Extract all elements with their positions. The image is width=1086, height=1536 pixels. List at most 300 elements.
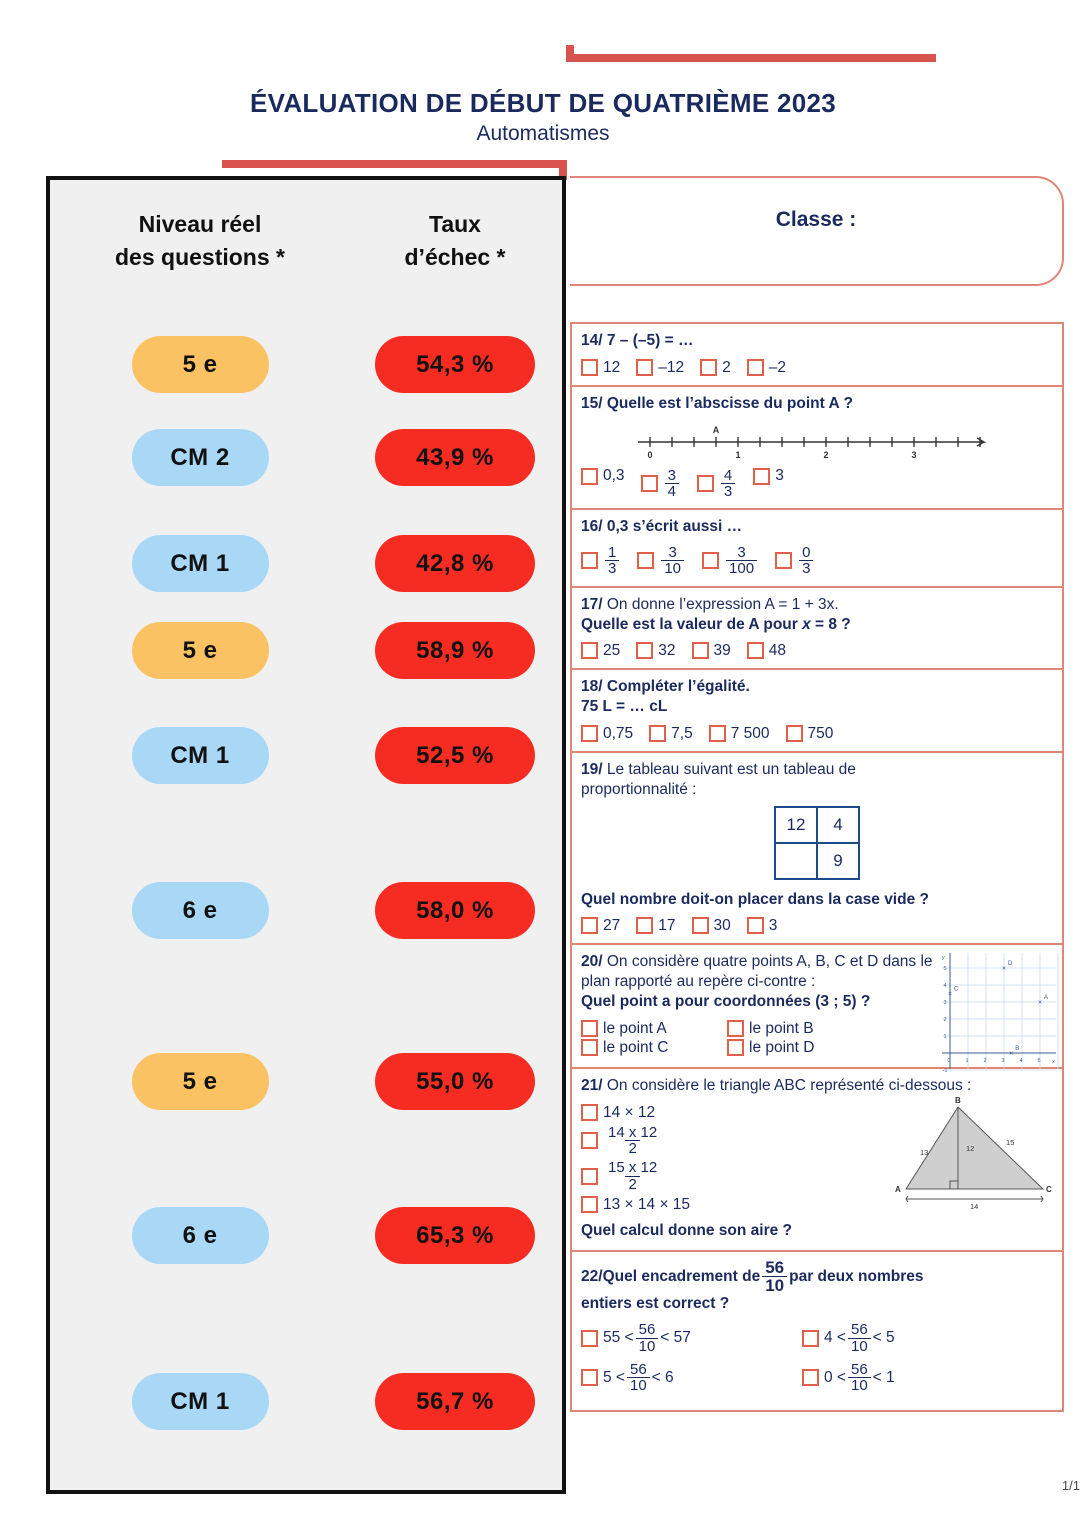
answer-option[interactable] xyxy=(581,1020,711,1037)
answer-checkbox[interactable] xyxy=(581,1104,598,1121)
fraction-denominator: 3 xyxy=(799,560,813,576)
table-cell: 12 xyxy=(775,807,817,843)
answer-option[interactable] xyxy=(581,1196,721,1213)
fraction xyxy=(848,1322,871,1354)
answer-checkbox[interactable] xyxy=(636,359,653,376)
answer-option[interactable] xyxy=(581,1322,786,1354)
answer-option[interactable] xyxy=(692,917,731,934)
svg-text:A: A xyxy=(895,1184,901,1194)
option-label: 17 xyxy=(658,917,676,935)
option-label: –2 xyxy=(768,358,786,376)
svg-text:B: B xyxy=(955,1095,961,1105)
option-label: 5 < xyxy=(603,1368,625,1386)
fraction-denominator: 10 xyxy=(848,1338,871,1354)
answer-checkbox[interactable] xyxy=(581,725,598,742)
failure-rate-pill: 52,5 % xyxy=(375,727,535,784)
answer-options xyxy=(581,1322,1053,1401)
fraction xyxy=(605,1160,660,1192)
fraction-denominator: 10 xyxy=(627,1377,650,1393)
variable-x: x xyxy=(802,615,811,633)
fraction-numerator: 0 xyxy=(802,544,811,562)
question-text: On donne l’expression A = 1 + 3x. xyxy=(602,595,839,613)
fraction xyxy=(636,1322,659,1354)
answer-checkbox[interactable] xyxy=(753,468,770,485)
column-header-level: Niveau réel des questions * xyxy=(115,211,285,271)
option-label: le point C xyxy=(603,1038,669,1056)
second-accent-bar xyxy=(222,160,567,168)
svg-text:12: 12 xyxy=(966,1143,975,1153)
answer-option[interactable] xyxy=(581,545,621,577)
answer-checkbox[interactable] xyxy=(700,359,717,376)
question-number: 16/ xyxy=(581,518,603,536)
fraction-denominator: 10 xyxy=(848,1377,871,1393)
answer-checkbox[interactable] xyxy=(709,725,726,742)
level-pill: CM 1 xyxy=(132,1373,269,1430)
fraction-denominator: 4 xyxy=(665,483,679,499)
levels-row xyxy=(50,1207,562,1264)
svg-text:4: 4 xyxy=(943,983,947,990)
fraction xyxy=(762,1259,787,1295)
fraction xyxy=(848,1362,871,1394)
option-label: 25 xyxy=(603,642,621,660)
answer-option[interactable] xyxy=(775,545,815,577)
svg-text:x: x xyxy=(1052,1059,1055,1066)
answer-option[interactable] xyxy=(727,1039,857,1056)
question-text: Quelle est l’abscisse du point A ? xyxy=(602,394,853,412)
question-stem-line2: Quel point a pour coordonnées (3 ; 5) ? xyxy=(581,993,871,1011)
level-pill: 5 e xyxy=(132,1053,269,1110)
rate-cell xyxy=(350,622,560,679)
answer-option[interactable] xyxy=(753,468,784,485)
answer-options xyxy=(581,1020,911,1058)
option-label: le point D xyxy=(749,1038,815,1056)
question-number: 19/ xyxy=(581,760,603,778)
coordinate-plane-diagram xyxy=(934,947,1062,1075)
option-label: le point B xyxy=(749,1019,814,1037)
question-stem-line2: Quel nombre doit-on placer dans la case vide ? xyxy=(581,890,929,908)
question-text: Quel encadrement de xyxy=(602,1267,761,1285)
answer-checkbox[interactable] xyxy=(581,1196,598,1213)
answer-option[interactable] xyxy=(802,1322,1007,1354)
option-label: < 5 xyxy=(872,1329,895,1347)
answer-checkbox[interactable] xyxy=(641,475,658,492)
svg-text:3: 3 xyxy=(943,1000,947,1007)
answer-option[interactable] xyxy=(702,545,759,577)
level-cell xyxy=(50,429,350,486)
answer-checkbox[interactable] xyxy=(581,1168,598,1185)
levels-row xyxy=(50,882,562,939)
question-text: Le tableau suivant est un tableau de xyxy=(602,760,856,778)
failure-rate-pill: 43,9 % xyxy=(375,429,535,486)
answer-option[interactable] xyxy=(636,917,675,934)
option-label: 0,3 xyxy=(603,467,625,485)
question-block xyxy=(572,1069,1062,1252)
answer-checkbox[interactable] xyxy=(581,1132,598,1149)
level-cell xyxy=(50,622,350,679)
option-label: 7,5 xyxy=(671,724,693,742)
answer-option[interactable] xyxy=(581,1362,786,1394)
answer-checkbox[interactable] xyxy=(692,917,709,934)
answer-option[interactable] xyxy=(636,359,684,376)
svg-text:13: 13 xyxy=(920,1147,929,1157)
option-label: 13 × 14 × 15 xyxy=(603,1195,691,1213)
answer-option[interactable] xyxy=(747,642,786,659)
failure-rate-pill: 58,9 % xyxy=(375,622,535,679)
table-cell: 4 xyxy=(817,807,859,843)
question-block xyxy=(572,945,1062,1075)
table-row xyxy=(775,843,859,879)
question-number: 17/ xyxy=(581,595,603,613)
levels-row xyxy=(50,429,562,486)
question-text: 7 – (–5) = … xyxy=(602,332,694,349)
fraction-numerator: 56 xyxy=(638,1321,656,1339)
svg-text:-1: -1 xyxy=(942,1068,948,1075)
number-line-diagram xyxy=(632,420,1002,460)
levels-row xyxy=(50,622,562,679)
svg-text:C: C xyxy=(954,986,959,993)
svg-text:×: × xyxy=(947,991,953,999)
option-label: 39 xyxy=(713,642,731,660)
failure-rate-pill: 54,3 % xyxy=(375,336,535,393)
answer-checkbox[interactable] xyxy=(581,917,598,934)
question-block xyxy=(572,670,1062,753)
level-cell xyxy=(50,1207,350,1264)
fraction-numerator: 56 xyxy=(765,1257,785,1277)
question-stem xyxy=(581,677,1053,697)
option-label: 30 xyxy=(713,917,731,935)
svg-text:0: 0 xyxy=(647,449,653,460)
fraction xyxy=(726,545,757,577)
table-row xyxy=(775,807,859,843)
triangle-diagram xyxy=(888,1093,1060,1211)
svg-text:4: 4 xyxy=(1019,1058,1023,1065)
table-cell: 9 xyxy=(817,843,859,879)
top-accent-bar xyxy=(566,54,936,62)
question-stem-line2: 75 L = … cL xyxy=(581,698,668,716)
answer-option[interactable] xyxy=(709,725,770,742)
proportionality-table xyxy=(774,806,860,880)
question-number: 18/ xyxy=(581,678,603,696)
question-number: 22/ xyxy=(581,1267,603,1285)
svg-text:y: y xyxy=(942,955,945,962)
question-block xyxy=(572,753,1062,945)
answer-checkbox[interactable] xyxy=(802,1369,819,1386)
answer-options xyxy=(581,468,1053,500)
answer-checkbox[interactable] xyxy=(775,552,792,569)
level-cell xyxy=(50,727,350,784)
option-label: < 57 xyxy=(660,1329,691,1347)
answer-option[interactable] xyxy=(581,917,620,934)
column-header-rate: Taux d’échec * xyxy=(404,211,506,271)
answer-options xyxy=(581,1104,881,1217)
rate-cell xyxy=(350,727,560,784)
svg-text:0: 0 xyxy=(947,1058,951,1065)
option-label: 7 500 xyxy=(730,724,770,742)
questions-list xyxy=(570,322,1064,1412)
failure-rate-pill: 55,0 % xyxy=(375,1053,535,1110)
answer-checkbox[interactable] xyxy=(581,552,598,569)
question-text: On considère quatre points A, B, C et D dans le xyxy=(602,953,933,971)
answer-checkbox[interactable] xyxy=(581,1020,598,1037)
fraction xyxy=(627,1362,650,1394)
option-label: 3 xyxy=(775,467,784,485)
page-subtitle: Automatismes xyxy=(476,122,610,145)
answer-checkbox[interactable] xyxy=(727,1020,744,1037)
level-pill: 5 e xyxy=(132,336,269,393)
answer-option[interactable] xyxy=(581,642,620,659)
rate-cell xyxy=(350,429,560,486)
question-stem xyxy=(581,517,1053,537)
svg-text:×: × xyxy=(1001,965,1007,973)
question-stem-cont: proportionnalité : xyxy=(581,780,697,798)
question-block xyxy=(572,588,1062,671)
option-label: 14 × 12 xyxy=(603,1103,656,1121)
svg-text:2: 2 xyxy=(823,449,829,460)
question-text: Quelle est la valeur de A pour xyxy=(581,615,803,633)
answer-checkbox[interactable] xyxy=(786,725,803,742)
answer-option[interactable] xyxy=(581,468,625,485)
answer-option[interactable] xyxy=(581,1160,721,1192)
fraction-numerator: 56 xyxy=(850,1360,868,1378)
svg-text:14: 14 xyxy=(970,1201,979,1211)
answer-option[interactable] xyxy=(581,1039,711,1056)
question-stem-cont: plan rapporté au repère ci-contre : xyxy=(581,973,816,991)
fraction-numerator: 56 xyxy=(629,1360,647,1378)
classe-field[interactable] xyxy=(570,176,1064,286)
question-block xyxy=(572,510,1062,587)
answer-option[interactable] xyxy=(649,725,693,742)
rate-cell xyxy=(350,1373,560,1430)
option-label: 32 xyxy=(658,642,676,660)
level-cell xyxy=(50,535,350,592)
question-number: 21/ xyxy=(581,1076,603,1094)
fraction-denominator: 100 xyxy=(726,560,757,576)
fraction-numerator: 3 xyxy=(737,544,746,562)
answer-options xyxy=(581,545,1053,577)
option-label: 0 < xyxy=(824,1368,846,1386)
svg-text:1: 1 xyxy=(943,1034,947,1041)
answer-checkbox[interactable] xyxy=(747,917,764,934)
rate-cell xyxy=(350,336,560,393)
question-text: On considère le triangle ABC représenté ci-dessous : xyxy=(602,1076,972,1094)
question-stem xyxy=(581,595,1053,615)
answer-checkbox[interactable] xyxy=(697,475,714,492)
answer-option[interactable] xyxy=(747,359,786,376)
answer-option[interactable] xyxy=(636,642,675,659)
question-stem xyxy=(581,1259,924,1295)
svg-text:×: × xyxy=(1037,999,1043,1007)
question-text: 0,3 s’écrit aussi … xyxy=(602,518,743,536)
svg-text:5: 5 xyxy=(943,966,947,973)
question-number: 15/ xyxy=(581,394,603,412)
svg-text:3: 3 xyxy=(1001,1058,1005,1065)
fraction-numerator: 14 x 12 xyxy=(608,1123,658,1141)
answer-checkbox[interactable] xyxy=(802,1330,819,1347)
answer-checkbox[interactable] xyxy=(581,642,598,659)
question-block xyxy=(572,324,1062,387)
question-stem xyxy=(581,760,1053,780)
fraction-denominator: 10 xyxy=(762,1276,787,1294)
answer-option[interactable] xyxy=(727,1020,857,1037)
question-text: Compléter l’égalité. xyxy=(602,678,750,696)
levels-row xyxy=(50,535,562,592)
question-stem-line2 xyxy=(581,615,1053,635)
level-pill: 5 e xyxy=(132,622,269,679)
answer-checkbox[interactable] xyxy=(636,917,653,934)
fraction-numerator: 4 xyxy=(723,466,733,484)
level-cell xyxy=(50,1053,350,1110)
level-cell xyxy=(50,1373,350,1430)
levels-panel xyxy=(46,176,566,1494)
option-label: < 6 xyxy=(651,1368,674,1386)
svg-text:15: 15 xyxy=(1006,1137,1015,1147)
fraction-numerator: 1 xyxy=(608,544,617,562)
fraction-numerator: 3 xyxy=(667,466,676,484)
answer-option[interactable] xyxy=(581,1104,721,1121)
question-stem xyxy=(581,394,1053,414)
svg-text:C: C xyxy=(1046,1184,1052,1194)
answer-options xyxy=(581,725,1053,742)
fraction xyxy=(661,545,684,577)
answer-option[interactable] xyxy=(692,642,731,659)
svg-text:A: A xyxy=(1044,995,1049,1002)
answer-checkbox[interactable] xyxy=(702,552,719,569)
answer-option[interactable] xyxy=(581,1125,721,1157)
question-number: 20/ xyxy=(581,953,603,971)
levels-row xyxy=(50,1053,562,1110)
fraction-numerator: 15 x 12 xyxy=(608,1159,658,1177)
answer-options xyxy=(581,642,1053,659)
fraction-denominator: 3 xyxy=(605,560,619,576)
answer-option[interactable] xyxy=(700,359,731,376)
fraction xyxy=(605,545,619,577)
answer-checkbox[interactable] xyxy=(637,552,654,569)
question-text-cont: par deux nombres xyxy=(789,1267,924,1285)
answer-checkbox[interactable] xyxy=(581,468,598,485)
answer-option[interactable] xyxy=(802,1362,1007,1394)
fraction-numerator: 56 xyxy=(850,1321,868,1339)
levels-row xyxy=(50,1373,562,1430)
answer-checkbox[interactable] xyxy=(649,725,666,742)
fraction-denominator: 3 xyxy=(721,483,735,499)
answer-checkbox[interactable] xyxy=(581,359,598,376)
question-stem xyxy=(581,331,1053,351)
levels-rows xyxy=(50,180,562,1490)
rate-cell xyxy=(350,882,560,939)
fraction-denominator: 2 xyxy=(625,1140,639,1156)
fraction-denominator: 10 xyxy=(636,1338,659,1354)
question-block xyxy=(572,1252,1062,1411)
option-label: 27 xyxy=(603,917,621,935)
levels-row xyxy=(50,727,562,784)
answer-checkbox[interactable] xyxy=(581,1369,598,1386)
svg-text:1: 1 xyxy=(735,449,741,460)
level-cell xyxy=(50,336,350,393)
option-label: –12 xyxy=(658,358,685,376)
question-block xyxy=(572,387,1062,510)
answer-option[interactable] xyxy=(581,725,633,742)
answer-checkbox[interactable] xyxy=(636,642,653,659)
fraction xyxy=(799,545,813,577)
level-pill: CM 2 xyxy=(132,429,269,486)
option-label: 4 < xyxy=(824,1329,846,1347)
rate-cell xyxy=(350,1053,560,1110)
right-column xyxy=(570,176,1064,1395)
fraction-denominator: 10 xyxy=(661,560,684,576)
svg-text:1: 1 xyxy=(965,1058,969,1065)
fraction xyxy=(721,468,735,500)
svg-text:3: 3 xyxy=(911,449,917,460)
answer-checkbox[interactable] xyxy=(692,642,709,659)
fraction xyxy=(605,1125,660,1157)
levels-row xyxy=(50,336,562,393)
page-title: ÉVALUATION DE DÉBUT DE QUATRIÈME 2023 xyxy=(249,88,837,118)
failure-rate-pill: 58,0 % xyxy=(375,882,535,939)
svg-text:2: 2 xyxy=(943,1017,947,1024)
question-stem-line2: Quel calcul donne son aire ? xyxy=(581,1221,793,1239)
page-number: 1/1 xyxy=(1061,1478,1080,1493)
option-label: < 1 xyxy=(872,1368,895,1386)
answer-checkbox[interactable] xyxy=(581,1039,598,1056)
answer-checkbox[interactable] xyxy=(581,1330,598,1347)
level-pill: CM 1 xyxy=(132,727,269,784)
svg-text:D: D xyxy=(1008,961,1013,968)
answer-checkbox[interactable] xyxy=(727,1039,744,1056)
answer-option[interactable] xyxy=(581,359,620,376)
option-label: 12 xyxy=(603,358,621,376)
rate-cell xyxy=(350,1207,560,1264)
table-cell xyxy=(775,843,817,879)
option-label: 750 xyxy=(807,724,834,742)
fraction xyxy=(665,468,679,500)
failure-rate-pill: 42,8 % xyxy=(375,535,535,592)
option-label: 55 < xyxy=(603,1329,634,1347)
option-label: 2 xyxy=(722,358,731,376)
question-text-end: = 8 ? xyxy=(810,615,851,633)
svg-text:A: A xyxy=(712,424,720,435)
rate-cell xyxy=(350,535,560,592)
fraction-denominator: 2 xyxy=(625,1176,639,1192)
level-pill: CM 1 xyxy=(132,535,269,592)
answer-option[interactable] xyxy=(747,917,778,934)
svg-text:B: B xyxy=(1015,1046,1020,1053)
answer-option[interactable] xyxy=(641,468,681,500)
answer-options xyxy=(581,917,1053,934)
classe-label: Classe : xyxy=(775,208,857,231)
question-number: 14/ xyxy=(581,332,603,349)
option-label: 0,75 xyxy=(603,724,634,742)
fraction-numerator: 3 xyxy=(668,544,677,562)
answer-option[interactable] xyxy=(637,545,686,577)
svg-text:2: 2 xyxy=(983,1058,987,1065)
answer-option[interactable] xyxy=(697,468,737,500)
answer-options xyxy=(581,359,1053,376)
failure-rate-pill: 56,7 % xyxy=(375,1373,535,1430)
option-label: le point A xyxy=(603,1019,667,1037)
option-label: 48 xyxy=(768,642,786,660)
option-label: 3 xyxy=(768,917,778,935)
level-pill: 6 e xyxy=(132,1207,269,1264)
question-stem-line2: entiers est correct ? xyxy=(581,1295,730,1313)
svg-text:5: 5 xyxy=(1037,1058,1041,1065)
failure-rate-pill: 65,3 % xyxy=(375,1207,535,1264)
level-pill: 6 e xyxy=(132,882,269,939)
answer-option[interactable] xyxy=(786,725,834,742)
level-cell xyxy=(50,882,350,939)
svg-text:×: × xyxy=(1009,1050,1014,1058)
answer-checkbox[interactable] xyxy=(747,642,764,659)
answer-checkbox[interactable] xyxy=(747,359,764,376)
